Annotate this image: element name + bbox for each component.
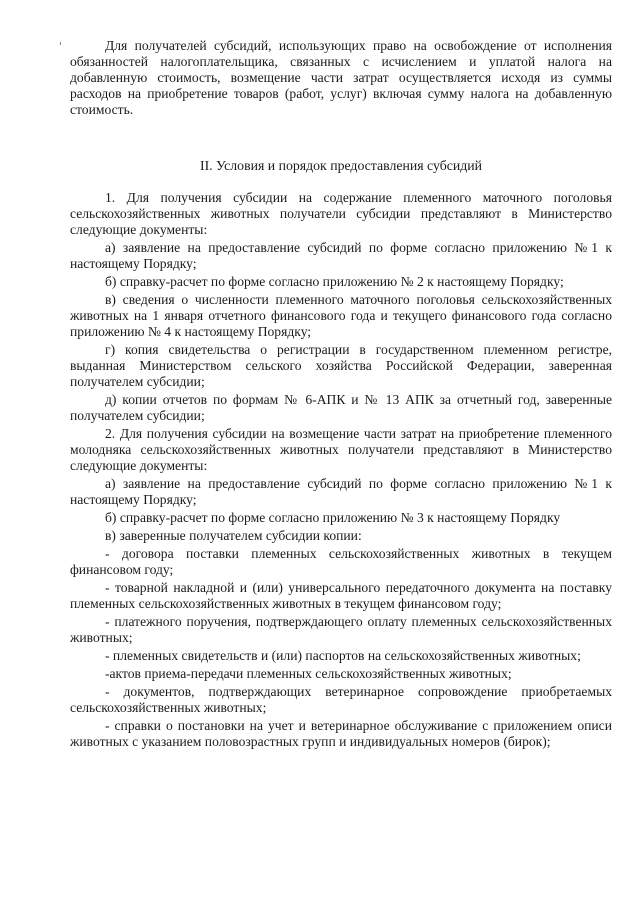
paragraph-1v: в) сведения о численности племенного маточного поголовья сельскохозяйственных животных на 1 января отчетного финансового года и текущего финансового года согласно приложению № 4 к настоящему Порядку; [70, 292, 612, 339]
paragraph-2v: в) заверенные получателем субсидии копии: [105, 528, 362, 543]
paragraph-2: 2. Для получения субсидии на возмещение части затрат на приобретение племенного молодняка сельскохозяйственных животных получатели представляют в Министерство следующие документы: [70, 426, 612, 473]
paragraph-1a: а) заявление на предоставление субсидий по форме согласно приложению №1 к настоящему Порядку; [70, 240, 612, 271]
paragraph-1b: б) справку-расчет по форме согласно приложению № 2 к настоящему Порядку; [105, 274, 564, 289]
paragraph-1g: г) копия свидетельства о регистрации в государственном племенном регистре, выданная Министерством сельского хозяйства Российской Федерации, заверенная получателем субсидии; [70, 342, 612, 389]
list-item-contract: - договора поставки племенных сельскохозяйственных животных в текущем финансовом году; [70, 546, 612, 577]
section-heading-block [70, 158, 612, 174]
paragraph-1: 1. Для получения субсидии на содержание племенного маточного поголовья сельскохозяйственных животных получатели субсидии представляют в Министерство следующие документы: [70, 190, 612, 237]
paragraph-2b: б) справку-расчет по форме согласно приложению № 3 к настоящему Порядку [105, 510, 561, 525]
list-item-transfer-acts: -актов приема-передачи племенных сельскохозяйственных животных; [105, 666, 512, 681]
intro-block [70, 38, 612, 118]
section-body [70, 190, 612, 750]
scan-mark [60, 42, 61, 45]
list-item-breeding-certificates: - племенных свидетельств и (или) паспортов на сельскохозяйственных животных; [105, 648, 581, 663]
list-item-registration-certificate: - справки о постановки на учет и ветеринарное обслуживание с приложением описи животных с указанием половозрастных групп и индивидуальных номеров (бирок); [70, 718, 612, 749]
paragraph-2a: а) заявление на предоставление субсидий по форме согласно приложению №1 к настоящему Порядку; [70, 476, 612, 507]
list-item-invoice: - товарной накладной и (или) универсального передаточного документа на поставку племенных сельскохозяйственных животных в текущем финансовом году; [70, 580, 612, 611]
list-item-payment-order: - платежного поручения, подтверждающего оплату племенных сельскохозяйственных животных; [70, 614, 612, 645]
intro-paragraph: Для получателей субсидий, использующих право на освобождение от исполнения обязанностей налогоплательщика, связанных с исчислением и уплатой налога на добавленную стоимость, возмещение части затрат осуществляется исходя из суммы расходов на приобретение товаров (работ, услуг) включая сумму налога на добавленную стоимость. [70, 38, 612, 117]
list-item-veterinary-documents: - документов, подтверждающих ветеринарное сопровождение приобретаемых сельскохозяйственных животных; [70, 684, 612, 715]
paragraph-1d: д) копии отчетов по формам № 6-АПК и № 13 АПК за отчетный год, заверенные получателем субсидии; [70, 392, 612, 423]
section-title: II. Условия и порядок предоставления субсидий [199, 158, 483, 173]
